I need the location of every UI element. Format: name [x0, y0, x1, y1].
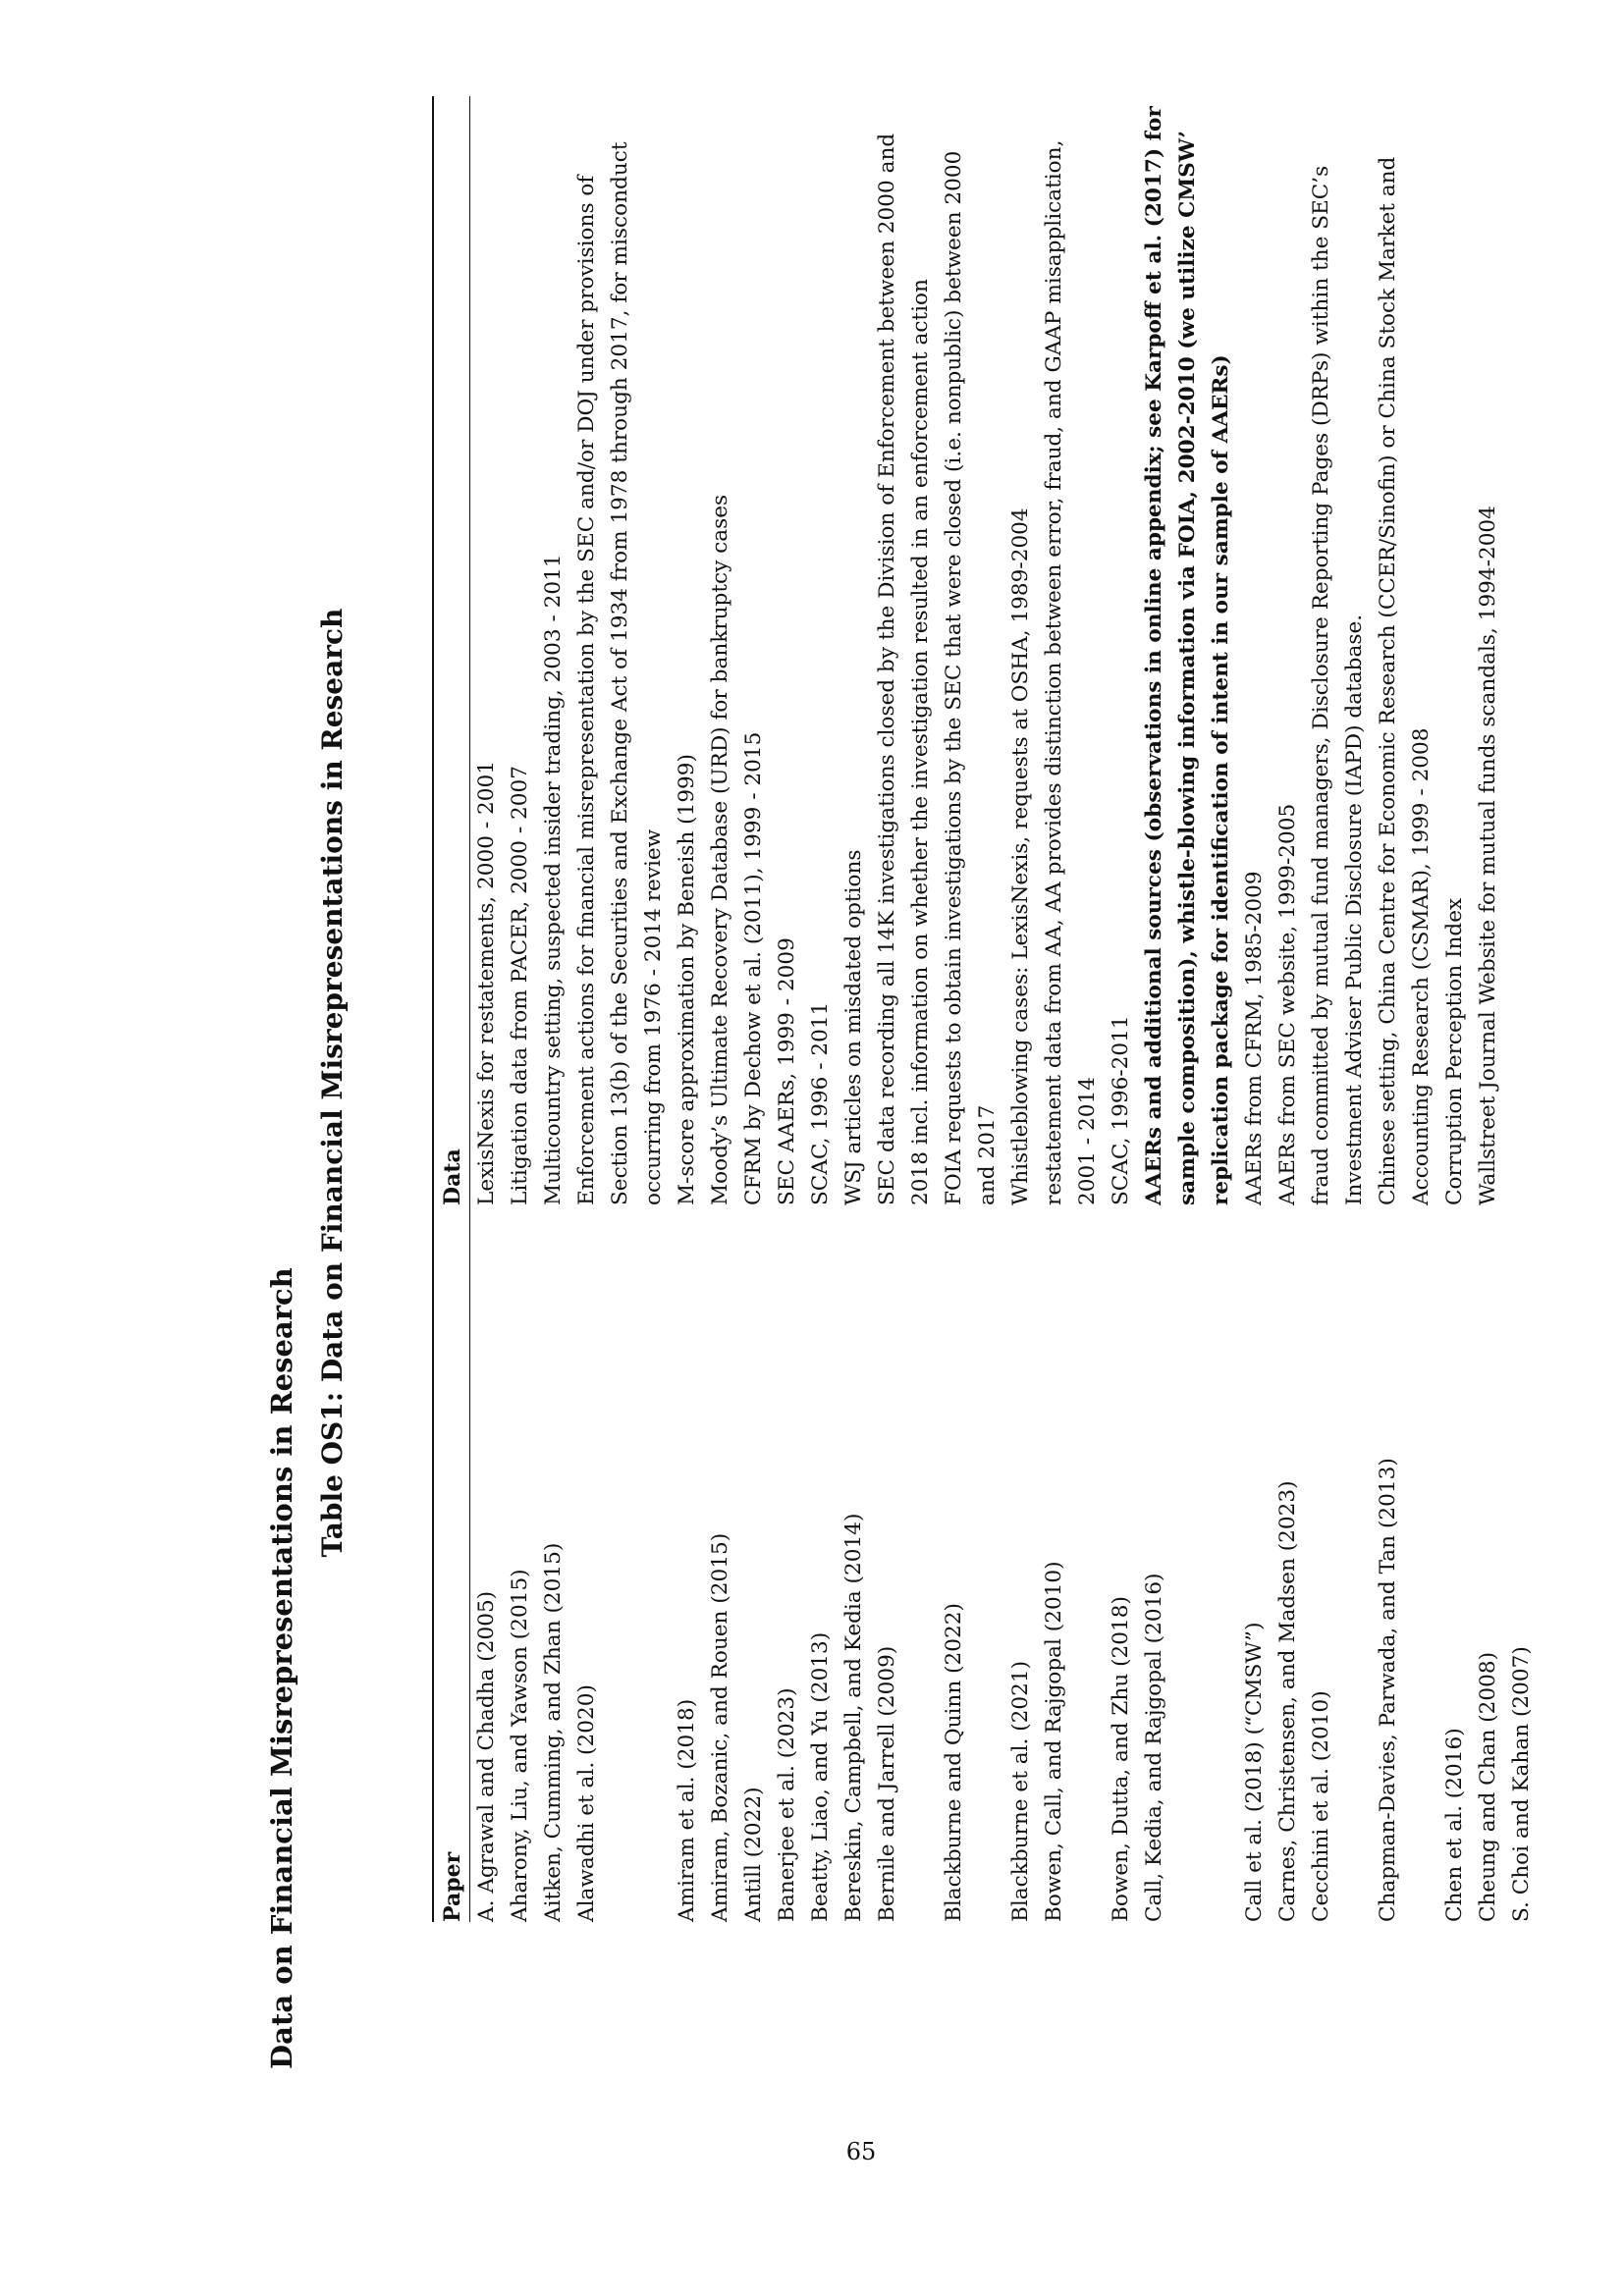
paper-cell: Amiram et al. (2018): [675, 1698, 699, 1922]
data-cell: LexisNexis for restatements, 2000 - 2001: [474, 761, 499, 1205]
column-header-data: Data: [433, 96, 470, 1205]
table-body: [470, 96, 1540, 1922]
data-cell: WSJ articles on misdated options: [841, 849, 866, 1205]
paper-cell: Aitken, Cumming, and Zhan (2015): [541, 1542, 566, 1922]
data-cell: SCAC, 1996-2011: [1109, 1015, 1133, 1205]
data-cell: Chinese setting, China Centre for Economic Research (CCER/Sinofin) or China Stock Market and Accounting Research (CSMAR), 1999 - 2008: [1376, 156, 1434, 1205]
table-row: [771, 96, 804, 1922]
table-header-row: [433, 96, 470, 1922]
paper-cell: Call, Kedia, and Rajgopal (2016): [1142, 1573, 1166, 1922]
paper-cell: Chapman-Davies, Parwada, and Tan (2013): [1376, 1458, 1400, 1922]
paper-cell: Blackburne and Quinn (2022): [942, 1603, 966, 1922]
table-row: [1038, 96, 1105, 1922]
table-row: [671, 96, 704, 1922]
table-row: [1272, 96, 1305, 1922]
table-row: [1138, 96, 1238, 1922]
table-row: [537, 96, 570, 1922]
data-cell: Multicountry setting, suspected insider trading, 2003 - 2011: [541, 554, 566, 1205]
table-row: [938, 96, 1004, 1922]
data-cell: AAERs from CFRM, 1985-2009: [1242, 871, 1267, 1205]
data-cell: M-score approximation by Beneish (1999): [675, 754, 699, 1205]
page-number: 65: [845, 2138, 877, 2165]
research-data-table: [432, 96, 1539, 1922]
table-row: [1438, 96, 1472, 1922]
data-cell: SEC AAERs, 1999 - 2009: [775, 937, 799, 1205]
table-row: [804, 96, 838, 1922]
paper-cell: Antill (2022): [741, 1787, 766, 1922]
paper-cell: Carnes, Christensen, and Madsen (2023): [1275, 1480, 1300, 1922]
table-row: [1238, 96, 1272, 1922]
paper-cell: S. Choi and Kahan (2007): [1509, 1646, 1534, 1922]
table-row: [704, 96, 737, 1922]
paper-cell: Bowen, Call, and Rajgopal (2010): [1042, 1561, 1066, 1922]
paper-cell: A. Agrawal and Chadha (2005): [474, 1590, 499, 1922]
data-cell: [1505, 96, 1539, 1205]
table-row: [570, 96, 671, 1922]
rotated-page-content: [265, 96, 1534, 2069]
paper-cell: Banerjee et al. (2023): [775, 1687, 799, 1922]
table-row: [504, 96, 537, 1922]
table-row: [871, 96, 938, 1922]
data-cell: SCAC, 1996 - 2011: [808, 1001, 833, 1205]
paper-cell: Alawadhi et al. (2020): [574, 1684, 599, 1922]
data-cell: Enforcement actions for financial misrepresentation by the SEC and/or DOJ under provisions of Section 13(b) of the Securities and Exchange Act of 1934 from 1978 through 2017, for misconduct occurring from 1976 - 2014 review: [574, 141, 666, 1205]
data-cell: restatement data from AA, AA provides distinction between error, fraud, and GAAP misapplication, 2001 - 2014: [1042, 139, 1100, 1205]
section-title: Data on Financial Misrepresentations in Research: [265, 1267, 298, 2069]
table-caption: Table OS1: Data on Financial Misrepresentations in Research: [316, 608, 349, 1558]
table-row: [1105, 96, 1138, 1922]
paper-cell: Bernile and Jarrell (2009): [875, 1645, 899, 1922]
paper-cell: Call et al. (2018) (“CMSW”): [1242, 1622, 1267, 1922]
data-cell: AAERs and additional sources (observations in online appendix; see Karpoff et al. (2017) for sample composition), whistle-blowing information via FOIA, 2002-2010 (we utilize CMSW’ replication package for identification of intent in our sample of AAERs): [1142, 106, 1233, 1205]
paper-cell: Amiram, Bozanic, and Rouen (2015): [708, 1532, 732, 1922]
data-cell: Wallstreet Journal Website for mutual funds scandals, 1994-2004: [1476, 506, 1500, 1205]
table-row: [1505, 96, 1539, 1922]
data-cell: AAERs from SEC website, 1999-2005: [1275, 803, 1300, 1205]
paper-cell: Cecchini et al. (2010): [1309, 1690, 1333, 1922]
data-cell: CFRM by Dechow et al. (2011), 1999 - 2015: [741, 731, 766, 1205]
data-cell: FOIA requests to obtain investigations by the SEC that were closed (i.e. nonpublic) between 2000 and 2017: [942, 150, 1000, 1205]
data-cell: Corruption Perception Index: [1442, 897, 1467, 1205]
table-row: [470, 96, 505, 1922]
column-header-paper: Paper: [433, 1205, 470, 1922]
data-cell: Moody’s Ultimate Recovery Database (URD) for bankruptcy cases: [708, 494, 732, 1205]
paper-cell: Aharony, Liu, and Yawson (2015): [508, 1569, 532, 1922]
paper-cell: Chen et al. (2016): [1442, 1728, 1467, 1922]
paper-cell: Beatty, Liao, and Yu (2013): [808, 1631, 833, 1922]
paper-cell: Bowen, Dutta, and Zhu (2018): [1109, 1596, 1133, 1922]
data-cell: fraud committed by mutual fund managers, Disclosure Reporting Pages (DRPs) within the SEC’s Investment Adviser Public Disclosure (IAPD) database.: [1309, 165, 1367, 1205]
paper-cell: Blackburne et al. (2021): [1008, 1660, 1033, 1922]
table-row: [1472, 96, 1505, 1922]
data-cell: SEC data recording all 14K investigations closed by the Division of Enforcement between 2000 and 2018 incl. information on whether the investigation resulted in an enforcement action: [875, 133, 933, 1205]
table-row: [838, 96, 871, 1922]
table-row: [1305, 96, 1372, 1922]
paper-cell: Cheung and Chan (2008): [1476, 1651, 1500, 1922]
data-cell: Whistleblowing cases: LexisNexis, requests at OSHA, 1989-2004: [1008, 507, 1033, 1205]
table-row: [1004, 96, 1038, 1922]
table-row: [1372, 96, 1438, 1922]
data-cell: Litigation data from PACER, 2000 - 2007: [508, 766, 532, 1205]
paper-cell: Bereskin, Campbell, and Kedia (2014): [841, 1513, 866, 1922]
table-row: [737, 96, 771, 1922]
